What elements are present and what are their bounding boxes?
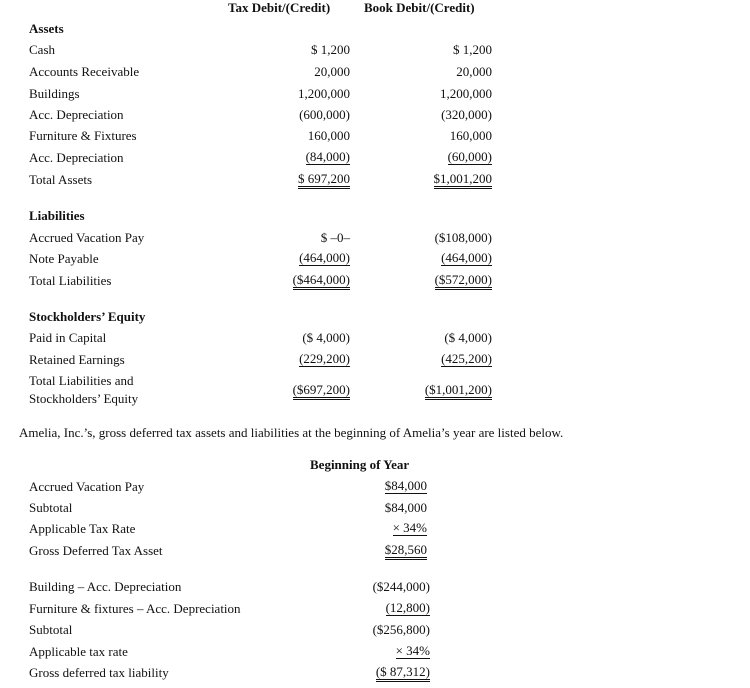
book-value: ($108,000): [434, 230, 492, 245]
total-liabilities-tax: ($464,000): [293, 273, 350, 290]
book-value: 1,200,000: [440, 86, 492, 101]
deferred-value: $84,000: [384, 500, 427, 515]
row-label: Paid in Capital: [29, 330, 107, 345]
deferred-value: × 34%: [395, 643, 430, 658]
row-label: Buildings: [29, 86, 80, 101]
row-label: Accrued Vacation Pay: [29, 479, 145, 494]
column-header-tax: Tax Debit/(Credit): [228, 0, 331, 15]
tax-value: (229,200): [299, 351, 350, 366]
row-label: Acc. Depreciation: [29, 107, 124, 122]
deferred-value: $84,000: [384, 478, 427, 493]
book-value: $ 1,200: [453, 42, 492, 57]
row-label: Acc. Depreciation: [29, 150, 124, 165]
total-liabilities-equity-label-line1: Total Liabilities and: [29, 373, 134, 388]
book-value: (60,000): [447, 149, 492, 164]
intro-paragraph: Amelia, Inc.’s, gross deferred tax assets and liabilities at the beginning of Amelia’s year are listed below.: [19, 425, 564, 440]
row-label: Retained Earnings: [29, 352, 125, 367]
column-header-book: Book Debit/(Credit): [364, 0, 475, 15]
total-liabilities-book: ($572,000): [435, 273, 492, 290]
tax-value: 1,200,000: [298, 86, 350, 101]
book-value: (425,200): [441, 351, 492, 366]
tax-value: $ 1,200: [311, 42, 350, 57]
row-label: Furniture & Fixtures: [29, 128, 137, 143]
tax-value: ($ 4,000): [302, 330, 350, 345]
deferred-value: ($244,000): [372, 579, 430, 594]
tax-value: 20,000: [314, 64, 350, 79]
row-label: Accrued Vacation Pay: [29, 230, 145, 245]
row-label: Applicable tax rate: [29, 644, 128, 659]
row-label: Subtotal: [29, 500, 73, 515]
book-value: ($ 4,000): [444, 330, 492, 345]
row-label: Applicable Tax Rate: [29, 521, 136, 536]
row-label: Cash: [29, 42, 55, 57]
book-value: 20,000: [456, 64, 492, 79]
row-label: Accounts Receivable: [29, 64, 140, 79]
deferred-value: ($256,800): [372, 622, 430, 637]
row-label: Furniture & fixtures – Acc. Depreciation: [29, 601, 241, 616]
tax-value: $ –0–: [320, 230, 350, 245]
book-value: 160,000: [449, 128, 492, 143]
total-liabilities-label: Total Liabilities: [29, 273, 112, 288]
total-liabilities-equity-book: ($1,001,200): [425, 383, 492, 400]
section-heading-liabilities: Liabilities: [29, 208, 85, 223]
tax-value: 160,000: [307, 128, 350, 143]
total-assets-label: Total Assets: [29, 172, 93, 187]
row-label: Building – Acc. Depreciation: [29, 579, 182, 594]
gross-deferred-tax-asset-label: Gross Deferred Tax Asset: [29, 543, 163, 558]
deferred-value: (12,800): [385, 600, 430, 615]
gross-deferred-tax-asset-value: $28,560: [385, 543, 427, 560]
row-label: Subtotal: [29, 622, 73, 637]
row-label: Note Payable: [29, 251, 99, 266]
column-header-beginning-of-year: Beginning of Year: [310, 457, 410, 472]
deferred-value: × 34%: [392, 520, 427, 535]
gross-deferred-tax-liability-label: Gross deferred tax liability: [29, 665, 169, 680]
total-assets-book: $1,001,200: [434, 172, 493, 189]
book-value: (320,000): [441, 107, 492, 122]
total-assets-tax: $ 697,200: [298, 172, 350, 189]
tax-value: (600,000): [299, 107, 350, 122]
gross-deferred-tax-liability-value: ($ 87,312): [376, 665, 430, 682]
tax-value: (464,000): [299, 250, 350, 265]
tax-value: (84,000): [305, 149, 350, 164]
total-liabilities-equity-label-line2: Stockholders’ Equity: [29, 391, 139, 406]
section-heading-equity: Stockholders’ Equity: [29, 309, 146, 324]
book-value: (464,000): [441, 250, 492, 265]
section-heading-assets: Assets: [29, 21, 64, 36]
total-liabilities-equity-tax: ($697,200): [293, 383, 350, 400]
